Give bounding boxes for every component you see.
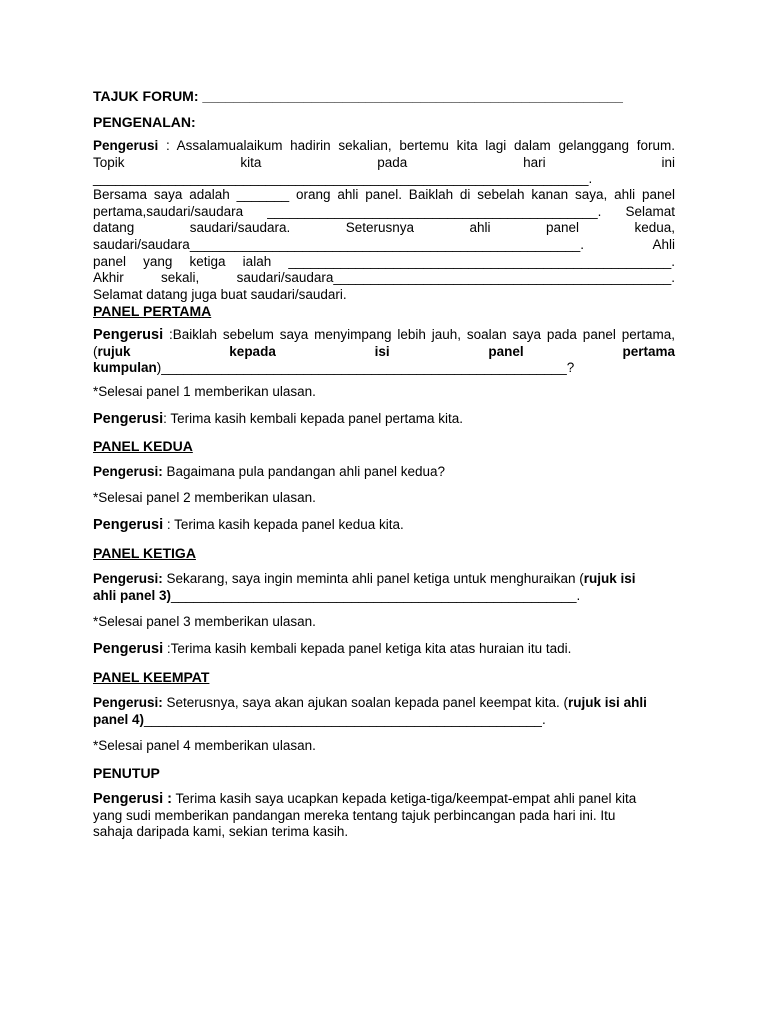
panel3-note: *Selesai panel 3 memberikan ulasan.: [93, 614, 316, 629]
intro-line-1: [93, 138, 675, 155]
forum-title-blank: ______________________________________________________: [202, 88, 623, 104]
panel3-heading: PANEL KETIGA: [93, 545, 196, 561]
panel4-refer-text: rujuk isi ahli: [568, 695, 647, 710]
intro-heading: PENGENALAN:: [93, 114, 196, 130]
panel2-speaker: Pengerusi:: [93, 464, 163, 479]
panel1-question: [93, 327, 675, 377]
panel3-line-2: [93, 588, 675, 605]
closing-heading: PENUTUP: [93, 765, 160, 781]
panel2-closing-text: : Terima kasih kepada panel kedua kita.: [163, 517, 404, 532]
panel1-heading: PANEL PERTAMA: [93, 303, 212, 319]
panel2-heading: PANEL KEDUA: [93, 438, 193, 454]
intro-line-2: Topik kita pada hari ini: [93, 154, 675, 170]
panel3-blank: ______________________________________________________.: [171, 587, 581, 603]
panel2-note: *Selesai panel 2 memberikan ulasan.: [93, 490, 316, 505]
panel1-refer-group: kumpulan: [93, 360, 157, 376]
intro-line-1-text: : Assalamualaikum hadirin sekalian, bertemu kita lagi dalam gelanggang forum.: [158, 138, 675, 153]
panel3-line-1: [93, 571, 675, 588]
intro-line-8: panel yang ketiga ialah ___________________________________________________.: [93, 253, 675, 269]
panel1-closing-text: : Terima kasih kembali kepada panel pertama kita.: [163, 411, 464, 426]
forum-title-line: [93, 88, 675, 105]
panel1-blank: )______________________________________________________?: [156, 360, 575, 376]
panel3-refer-panel: ahli panel 3): [93, 587, 172, 603]
panel4-heading: PANEL KEEMPAT: [93, 669, 210, 685]
closing-line-1: [93, 791, 675, 808]
panel1-line-2: [93, 344, 675, 361]
panel1-line-3: [93, 360, 675, 377]
panel3-refer-text: rujuk isi: [583, 571, 636, 586]
panel3-line-1-text: Sekarang, saya ingin meminta ahli panel ketiga untuk menghuraikan (: [162, 571, 584, 586]
closing-paragraph: [93, 791, 675, 841]
forum-title-section: [93, 88, 675, 105]
forum-title-label: TAJUK FORUM:: [93, 88, 199, 104]
panel4-line-1-text: Seterusnya, saya akan ajukan soalan kepada panel keempat kita. (: [162, 695, 569, 710]
panel1-note-block: [93, 384, 675, 401]
panel4-blank: _____________________________________________________.: [144, 711, 546, 727]
panel4-line-2: [93, 712, 675, 729]
closing-speaker: Pengerusi :: [93, 791, 172, 807]
panel3-question: [93, 571, 675, 604]
panel1-line-1: [93, 327, 675, 344]
intro-line-5: pertama,saudari/saudara ____________________________________________. Selamat: [93, 203, 675, 219]
panel3-note-block: [93, 614, 675, 631]
panel2-heading-block: [93, 438, 675, 455]
panel1-closing-block: [93, 411, 675, 428]
panel3-closing: [93, 641, 675, 658]
panel1-refer-text: rujuk kepada isi panel pertama: [97, 343, 675, 359]
panel4-speaker: Pengerusi:: [93, 695, 163, 710]
intro-line-4: Bersama saya adalah _______ orang ahli panel. Baiklah di sebelah kanan saya, ahli panel: [93, 187, 675, 203]
panel1-speaker: Pengerusi: [93, 327, 164, 343]
panel2-note-block: [93, 490, 675, 507]
panel1-paren: (: [93, 343, 98, 359]
panel4-note: *Selesai panel 4 memberikan ulasan.: [93, 738, 316, 753]
panel2-closing: [93, 517, 675, 534]
panel3-speaker: Pengerusi:: [93, 571, 163, 586]
panel1-closing: [93, 411, 675, 428]
intro-speaker: Pengerusi: [93, 138, 159, 153]
intro-line-7: saudari/saudara____________________________________________________. Ahli: [93, 236, 675, 252]
panel3-closing-block: [93, 641, 675, 658]
panel1-line-1-text: :Baiklah sebelum saya menyimpang lebih jauh, soalan saya pada panel pertama,: [163, 327, 675, 342]
panel2-question-text: Bagaimana pula pandangan ahli panel kedua?: [162, 464, 446, 479]
panel1-note: *Selesai panel 1 memberikan ulasan.: [93, 384, 316, 399]
closing-heading-block: [93, 765, 675, 782]
panel1-heading-block: [93, 303, 675, 320]
panel2-question-block: [93, 464, 675, 481]
panel4-note-block: [93, 738, 675, 755]
panel4-heading-block: [93, 669, 675, 686]
closing-line-2: yang sudi memberikan pandangan mereka tentang tajuk perbincangan pada hari ini. Itu: [93, 807, 616, 823]
intro-line-6: datang saudari/saudara. Seterusnya ahli panel kedua,: [93, 220, 675, 236]
panel2-closing-block: [93, 517, 675, 534]
intro-line-3: __________________________________________________________________.: [93, 171, 593, 187]
panel4-refer-panel: panel 4): [93, 711, 145, 727]
panel4-line-1: [93, 695, 675, 712]
panel3-heading-block: [93, 545, 675, 562]
intro-paragraph: [93, 138, 675, 303]
intro-heading-block: [93, 114, 675, 131]
panel4-question: [93, 695, 675, 728]
intro-line-9: Akhir sekali, saudari/saudara_____________________________________________.: [93, 270, 675, 286]
intro-line-10: Selamat datang juga buat saudari/saudari.: [93, 286, 347, 302]
panel2-closing-speaker: Pengerusi: [93, 517, 164, 533]
panel1-closing-speaker: Pengerusi: [93, 411, 164, 427]
panel2-question: [93, 464, 675, 481]
closing-line-1-text: Terima kasih saya ucapkan kepada ketiga-tiga/keempat-empat ahli panel kita: [171, 791, 637, 806]
panel3-closing-text: :Terima kasih kembali kepada panel ketiga kita atas huraian itu tadi.: [163, 641, 572, 656]
closing-line-3: sahaja daripada kami, sekian terima kasih.: [93, 824, 349, 840]
panel3-closing-speaker: Pengerusi: [93, 641, 164, 657]
